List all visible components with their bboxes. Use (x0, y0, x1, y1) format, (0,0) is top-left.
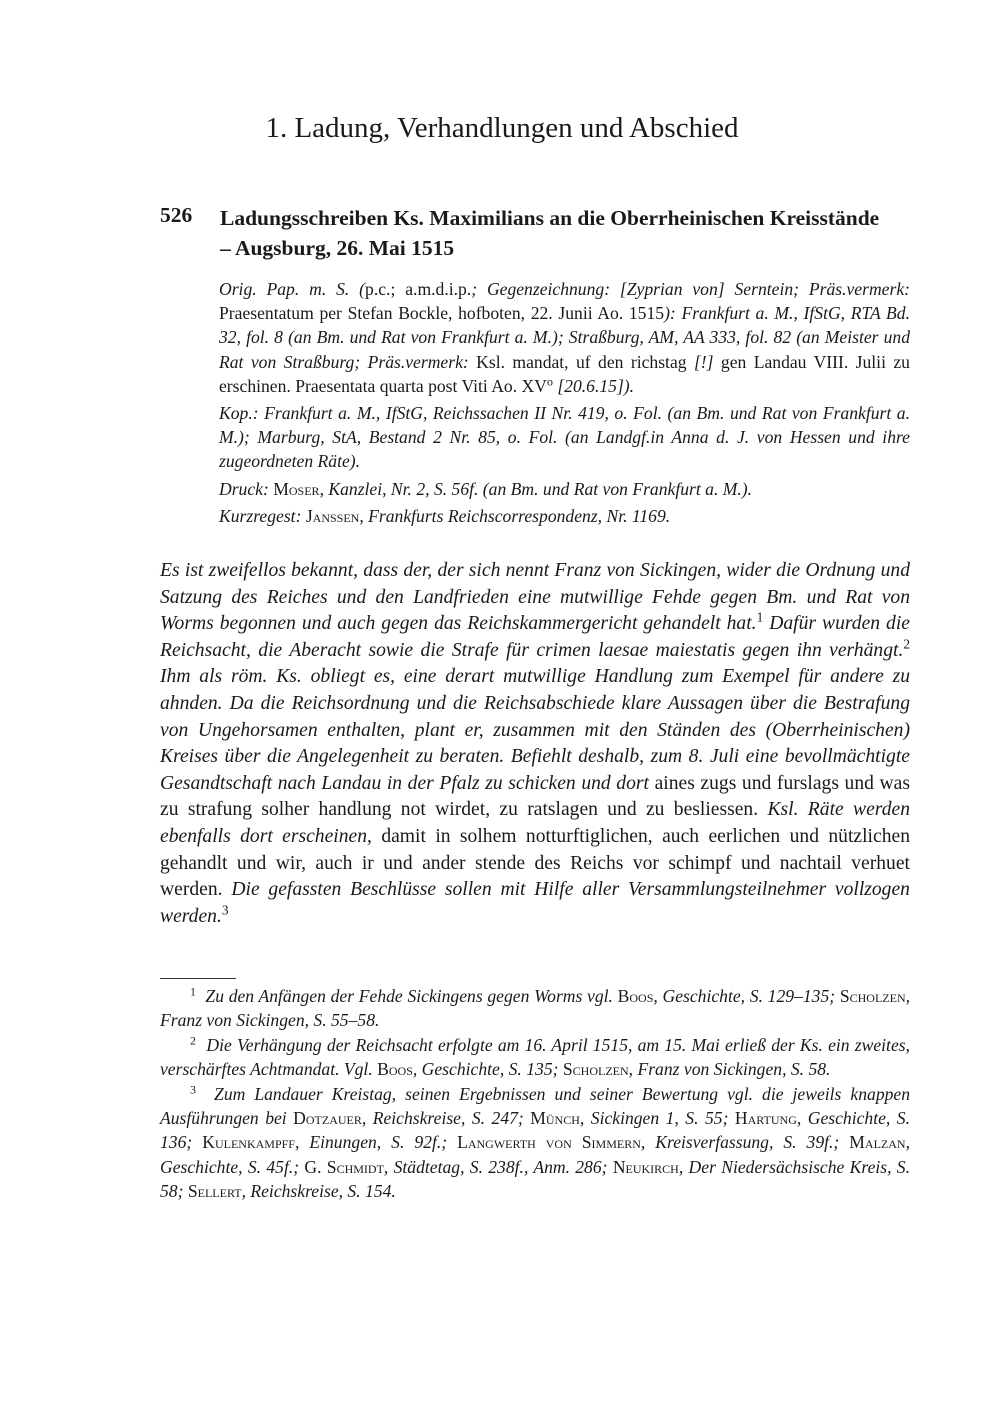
footnote-text: , Kreisverfassung, S. 39f.; (640, 1132, 850, 1153)
document-title (220, 203, 910, 263)
source-text: ; Gegenzeichnung: [Zyprian von] Serntein; Präs.vermerk: (471, 279, 910, 299)
footnote (160, 1082, 910, 1204)
footnote-text: , Geschichte, S. 135; (412, 1059, 563, 1080)
source-quote: gen Landau VIII. Julii zu erschinen. Praesentata quarta post Viti Ao. XV (219, 351, 910, 396)
body-summary: Die gefassten Beschlüsse sollen mit Hilfe aller Versammlungsteilnehmer vollzogen werden. (160, 879, 910, 927)
author-name: Neukirch (612, 1156, 679, 1177)
source-label: Druck: (219, 478, 274, 499)
footnote (160, 984, 910, 1033)
footnote-text: , Reichskreise, S. 247; (361, 1108, 531, 1129)
source-text: p.c.; (365, 279, 396, 299)
footnote (160, 1033, 910, 1082)
source-text: ): Frankfurt a. M., IfStG, RTA Bd. 32, fol. 8 (an Bm. und Rat von Frankfurt a. M.); Straßburg, AM, AA 333, fol. 82 (an Meister und Rat von Straßburg; Präs.vermerk: (219, 303, 910, 372)
footnote-ref: 2 (903, 636, 910, 652)
document-body (160, 558, 910, 930)
author-name: G. Schmidt (304, 1156, 384, 1177)
footnote-text: , Städtetag, S. 238f., Anm. 286; (383, 1156, 613, 1177)
author-name: Kulenkampff (202, 1132, 295, 1153)
author-name: Scholzen (562, 1059, 629, 1080)
body-quote: damit in solhem notturftiglichen, auch eerlichen und nützlichen gehandlt und wir, auch ir und ander stende des Reichs vor schimpf und nachtail verhuet werden. (160, 825, 910, 901)
source-text: , Frankfurts Reichscorrespondenz, Nr. 1169. (359, 505, 671, 526)
author-name: Hartung (734, 1108, 797, 1129)
section-title: 1. Ladung, Verhandlungen und Abschied (265, 112, 739, 144)
author-name: Langwerth von Simmern (457, 1132, 641, 1153)
source-text: [20.6.15]). (552, 375, 635, 396)
footnote-ref: 3 (221, 902, 229, 918)
footnote-text: , Geschichte, S. 45f.; (160, 1132, 910, 1177)
footnote-number: 1 (190, 984, 196, 999)
author-name: Scholzen (839, 986, 906, 1006)
body-summary: Ksl. Räte werden ebenfalls dort erscheinen, (160, 799, 910, 847)
footnote-text: , Sickingen 1, S. 55; (579, 1108, 735, 1129)
document-heading (160, 203, 910, 263)
footnote-text: , Einungen, S. 92f.; (294, 1132, 458, 1153)
source-text: Orig. Pap. m. S. ( (219, 279, 366, 299)
footnote-text: Zu den Anfängen der Fehde Sickingens gegen Worms vgl. (205, 986, 618, 1006)
superscript: o (546, 374, 553, 389)
footnote-number: 3 (190, 1082, 196, 1097)
footnote-number: 2 (190, 1033, 196, 1048)
source-text: , Kanzlei, Nr. 2, S. 56f. (an Bm. und Rat von Frankfurt a. M.). (319, 478, 753, 499)
footnotes (160, 984, 910, 1204)
footnote-text: , Der Niedersächsische Kreis, S. 58; (160, 1156, 911, 1202)
body-summary: Es ist zweifellos bekannt, dass der, der sich nennt Franz von Sickingen, wider die Ordnung und Satzung des Reiches und den Landfrieden eine mutwillige Fehde gegen Bm. und Rat von Worms begonnen und auch gegen das Reichskammergericht gehandelt hat. (160, 560, 910, 635)
author-name: Boos (377, 1059, 413, 1080)
footnote-text: , Geschichte, S. 129–135; (653, 986, 840, 1006)
author-name: Boos (617, 986, 654, 1006)
document-number: 526 (160, 203, 193, 227)
author-name: Malzan (849, 1132, 906, 1153)
footnote-divider (160, 978, 236, 979)
footnote-text: Die Verhängung der Reichsacht erfolgte am 16. April 1515, am 15. Mai erließ der Ks. ein zweites, verschärftes Achtmandat. Vgl. (160, 1034, 910, 1080)
author-name: Münch (530, 1108, 580, 1129)
footnote-text: , Franz von Sickingen, S. 55–58. (160, 986, 911, 1031)
document-title-line1: Ladungsschreiben Ks. Maximilians an die Oberrheinischen Kreisstände (220, 206, 880, 230)
author-name: Sellert (187, 1181, 242, 1202)
source-quote: Praesentatum per Stefan Bockle, hofboten, 22. Junii Ao. 1515 (219, 303, 665, 324)
source-copies: Kop.: Frankfurt a. M., IfStG, Reichssachen II Nr. 419, o. Fol. (an Bm. und Rat von Frankfurt a. M.); Marburg, StA, Bestand 2 Nr. 85, o. Fol. (an Landgf.in Anna d. J. von Hessen und ihre zugeordneten Räte). (219, 403, 910, 472)
source-original (219, 277, 910, 398)
footnote-text: , Franz von Sickingen, S. 58. (628, 1059, 831, 1080)
body-summary: Ihm als röm. Ks. obliegt es, eine derart mutwillige Handlung zum Exempel für andere zu ahnden. Da die Reichsordnung und die Reichsabschiede klare Aussagen über die Bestrafung von Ungehorsamen enthalten, plant er, zusammen mit den Ständen des (Oberrheinischen) Kreises über die Angelegenheit zu beraten. Befiehlt deshalb, zum 8. Juli eine bevollmächtigte Gesandtschaft nach Landau in der Pfalz zu schicken und dort (160, 666, 910, 794)
author-name: Moser (273, 478, 320, 499)
source-text (395, 279, 405, 299)
source-apparatus (219, 277, 910, 531)
source-text: [!] (693, 351, 714, 372)
footnote-ref: 1 (756, 609, 764, 625)
source-print (219, 477, 910, 501)
body-paragraph (160, 558, 910, 930)
body-quote: aines zugs und furslags und was zu strafung solher handlung not wirdet, zu ratslagen und zu besliessen. (160, 772, 910, 821)
source-text: a.m.d.i.p. (405, 279, 472, 299)
document-title-line2: – Augsburg, 26. Mai 1515 (220, 236, 455, 260)
footnote-text: , Reichskreise, S. 154. (241, 1181, 396, 1202)
footnote-text: , Geschichte, S. 136; (160, 1108, 910, 1153)
source-regest (219, 504, 910, 528)
author-name: Janssen (305, 505, 360, 526)
source-quote: Ksl. mandat, uf den richstag (476, 351, 694, 372)
body-summary: Dafür wurden die Reichsacht, die Aberacht sowie die Strafe für crimen laesae maiestatis gegen ihn verhängt. (160, 613, 910, 661)
footnote-text: Zum Landauer Kreistag, seinen Ergebnissen und seiner Bewertung vgl. die jeweils knappen Ausführungen bei (160, 1083, 911, 1129)
source-label: Kurzregest: (219, 505, 306, 526)
author-name: Dotzauer (293, 1108, 362, 1129)
